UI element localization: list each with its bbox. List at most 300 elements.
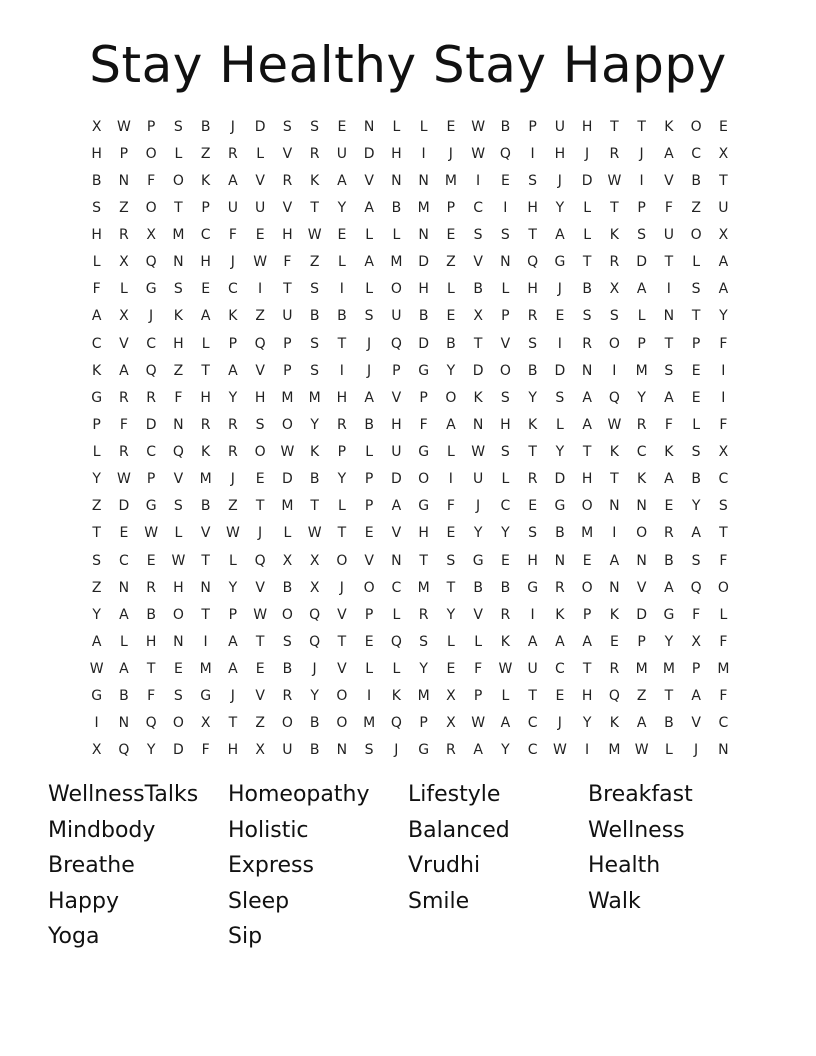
grid-letter: L (446, 281, 455, 298)
grid-letter: P (582, 606, 592, 623)
grid-letter: T (419, 552, 428, 569)
grid-letter: L (337, 254, 346, 271)
grid-letter: B (309, 742, 320, 759)
grid-letter: H (391, 416, 402, 433)
grid-letter: D (254, 118, 266, 135)
grid-letter: O (717, 579, 729, 596)
grid-letter: V (255, 688, 265, 705)
grid-letter: Q (309, 633, 321, 650)
grid-letter: B (200, 498, 211, 515)
grid-letter: I (339, 362, 344, 379)
grid-letter: O (690, 227, 702, 244)
grid-letter: Z (173, 362, 184, 379)
grid-letter: K (391, 688, 401, 705)
grid-letter: I (476, 172, 481, 189)
grid-letter: T (610, 199, 619, 216)
grid-letter: F (147, 688, 156, 705)
grid-letter: Y (337, 199, 347, 216)
grid-letter: K (609, 444, 619, 461)
grid-letter: M (635, 362, 648, 379)
grid-letter: S (637, 227, 647, 244)
grid-letter: F (719, 335, 728, 352)
grid-letter: R (609, 661, 620, 678)
grid-letter: N (118, 715, 130, 732)
grid-letter: Y (92, 471, 101, 488)
grid-letter: C (118, 552, 129, 569)
grid-letter: C (527, 742, 538, 759)
grid-letter: H (581, 471, 593, 488)
grid-letter: V (173, 471, 184, 488)
grid-letter: N (173, 633, 184, 650)
grid-letter: S (173, 688, 183, 705)
grid-letter: N (173, 416, 184, 433)
grid-letter: F (719, 416, 728, 433)
grid-letter: O (172, 715, 184, 732)
grid-letter: J (394, 742, 399, 759)
grid-letter: Y (637, 389, 646, 406)
grid-letter: N (336, 742, 348, 759)
grid-letter: S (609, 308, 619, 325)
grid-letter: A (664, 389, 674, 406)
grid-letter: E (255, 471, 265, 488)
grid-letter: K (310, 444, 320, 461)
grid-letter: T (310, 199, 319, 216)
grid-letter: U (391, 444, 402, 461)
grid-letter: D (363, 145, 375, 162)
grid-letter: A (555, 227, 565, 244)
grid-letter: W (280, 444, 295, 461)
grid-letter: B (309, 471, 320, 488)
grid-letter: K (173, 308, 183, 325)
grid-letter: S (419, 633, 429, 650)
grid-letter: N (663, 308, 675, 325)
grid-letter: N (500, 254, 511, 271)
grid-letter: V (473, 606, 483, 623)
grid-letter: E (446, 661, 456, 678)
grid-letter: E (528, 498, 538, 515)
grid-letter: U (473, 471, 484, 488)
grid-letter: E (173, 661, 183, 678)
grid-letter: R (228, 444, 238, 461)
grid-letter: F (174, 389, 183, 406)
grid-letter: J (367, 362, 372, 379)
word-list-item: Smile (408, 888, 470, 914)
grid-letter: T (582, 661, 592, 678)
grid-letter: Z (200, 145, 211, 162)
grid-letter: B (446, 335, 456, 352)
grid-letter: G (663, 606, 675, 623)
grid-letter: N (636, 498, 647, 515)
grid-letter: H (91, 227, 102, 244)
grid-letter: U (718, 199, 729, 216)
grid-letter: L (365, 227, 374, 244)
grid-letter: I (585, 742, 590, 759)
grid-letter: M (608, 742, 621, 759)
grid-letter: P (364, 606, 374, 623)
grid-letter: S (691, 281, 701, 298)
grid-letter: F (446, 498, 455, 515)
grid-letter: Q (172, 444, 184, 461)
grid-letter: X (309, 552, 320, 569)
grid-letter: J (230, 254, 235, 271)
grid-letter: G (418, 742, 430, 759)
grid-letter: G (418, 444, 430, 461)
grid-letter: O (172, 606, 184, 623)
grid-letter: I (639, 172, 644, 189)
grid-letter: E (446, 525, 456, 542)
grid-letter: H (554, 145, 566, 162)
grid-letter: Y (555, 444, 565, 461)
grid-letter: L (174, 525, 183, 542)
grid-letter: U (554, 118, 565, 135)
word-list-item: WellnessTalks (48, 782, 199, 807)
grid-letter: W (634, 742, 649, 759)
grid-letter: O (336, 688, 348, 705)
grid-letter: Y (419, 661, 428, 678)
grid-letter: A (555, 633, 565, 650)
grid-letter: M (199, 471, 212, 488)
grid-letter: G (200, 688, 212, 705)
grid-letter: X (91, 118, 102, 135)
grid-letter: A (364, 199, 374, 216)
grid-letter: W (144, 525, 159, 542)
grid-letter: R (228, 416, 238, 433)
grid-letter: M (308, 389, 321, 406)
grid-letter: M (635, 661, 648, 678)
grid-letter: D (581, 172, 593, 189)
grid-letter: P (637, 633, 646, 650)
grid-letter: C (718, 471, 729, 488)
grid-letter: C (527, 715, 538, 732)
grid-letter: Q (145, 362, 157, 379)
grid-letter: B (418, 308, 429, 325)
grid-letter: R (282, 172, 293, 189)
grid-letter: S (664, 362, 674, 379)
grid-letter: A (636, 281, 647, 298)
grid-letter: Y (446, 362, 456, 379)
grid-letter: V (282, 199, 293, 216)
grid-letter: F (474, 661, 483, 678)
grid-letter: R (446, 742, 456, 759)
grid-letter: L (637, 308, 646, 325)
grid-letter: V (337, 661, 347, 678)
grid-letter: R (609, 254, 620, 271)
grid-letter: A (691, 525, 701, 542)
grid-letter: J (149, 308, 154, 325)
grid-letter: Q (145, 254, 157, 271)
grid-letter: A (582, 416, 592, 433)
grid-letter: Q (390, 633, 402, 650)
grid-letter: T (174, 199, 183, 216)
grid-letter: X (119, 254, 129, 271)
grid-letter: P (337, 444, 347, 461)
grid-letter: P (501, 308, 510, 325)
grid-letter: R (228, 145, 238, 162)
grid-letter: V (282, 145, 293, 162)
grid-letter: S (173, 281, 183, 298)
grid-letter: L (119, 281, 128, 298)
grid-letter: K (201, 444, 211, 461)
grid-letter: J (230, 118, 235, 135)
grid-letter: L (474, 633, 483, 650)
grid-letter: V (119, 335, 129, 352)
grid-letter: R (609, 145, 620, 162)
grid-letter: N (418, 227, 429, 244)
page-title: Stay Healthy Stay Happy (89, 36, 727, 94)
grid-letter: I (203, 633, 208, 650)
grid-letter: X (119, 308, 129, 325)
grid-letter: S (473, 227, 483, 244)
grid-letter: G (527, 579, 539, 596)
grid-letter: U (663, 227, 674, 244)
grid-letter: J (557, 281, 562, 298)
grid-letter: W (471, 444, 486, 461)
grid-letter: I (721, 362, 726, 379)
grid-letter: E (446, 308, 456, 325)
grid-letter: I (94, 715, 99, 732)
grid-letter: S (500, 227, 510, 244)
grid-letter: A (119, 606, 129, 623)
grid-letter: M (390, 254, 403, 271)
grid-letter: T (337, 335, 347, 352)
grid-letter: X (718, 444, 729, 461)
grid-letter: X (718, 145, 729, 162)
grid-letter: M (172, 227, 185, 244)
grid-letter: I (367, 688, 372, 705)
grid-letter: C (636, 444, 647, 461)
grid-letter: H (145, 633, 157, 650)
grid-letter: E (201, 281, 211, 298)
grid-letter: H (527, 552, 538, 569)
grid-letter: B (309, 308, 320, 325)
grid-letter: K (310, 172, 320, 189)
grid-letter: X (255, 742, 265, 759)
grid-letter: H (227, 742, 239, 759)
grid-letter: M (199, 661, 212, 678)
grid-letter: V (473, 254, 483, 271)
grid-letter: X (146, 227, 156, 244)
grid-letter: W (471, 145, 486, 162)
grid-letter: V (255, 579, 265, 596)
grid-letter: H (336, 389, 348, 406)
grid-letter: A (364, 254, 374, 271)
grid-letter: T (310, 498, 319, 515)
grid-letter: E (691, 362, 701, 379)
grid-letter: B (91, 172, 102, 189)
grid-letter: Z (255, 715, 265, 732)
grid-letter: B (500, 579, 511, 596)
grid-letter: V (391, 525, 402, 542)
grid-letter: J (448, 145, 453, 162)
grid-letter: E (446, 227, 456, 244)
grid-letter: Y (555, 199, 565, 216)
grid-letter: K (664, 444, 674, 461)
grid-letter: P (691, 661, 701, 678)
grid-letter: F (228, 227, 237, 244)
word-list-item: Happy (48, 888, 119, 914)
grid-letter: B (364, 416, 374, 433)
grid-letter: T (664, 335, 674, 352)
grid-letter: A (582, 633, 592, 650)
grid-letter: B (664, 715, 674, 732)
grid-letter: V (500, 335, 511, 352)
grid-letter: O (254, 444, 266, 461)
grid-letter: T (92, 525, 101, 542)
grid-letter: N (581, 362, 593, 379)
grid-letter: W (116, 118, 131, 135)
grid-letter: U (391, 308, 402, 325)
grid-letter: A (91, 633, 102, 650)
grid-letter: N (472, 416, 484, 433)
word-list-item: Breakfast (588, 782, 693, 807)
grid-letter: C (473, 199, 484, 216)
grid-letter: P (528, 118, 537, 135)
grid-letter: W (307, 525, 322, 542)
grid-letter: B (119, 688, 129, 705)
grid-letter: O (336, 552, 348, 569)
grid-letter: J (230, 688, 235, 705)
grid-letter: D (554, 362, 566, 379)
grid-letter: O (281, 715, 293, 732)
grid-letter: M (281, 389, 294, 406)
grid-letter: S (446, 552, 456, 569)
grid-letter: A (664, 471, 674, 488)
grid-letter: C (391, 579, 402, 596)
grid-letter: J (585, 145, 590, 162)
grid-letter: Y (337, 471, 347, 488)
grid-letter: D (636, 606, 648, 623)
grid-letter: O (445, 389, 457, 406)
grid-letter: D (281, 471, 293, 488)
grid-letter: P (283, 362, 292, 379)
grid-letter: A (691, 688, 701, 705)
grid-letter: H (91, 145, 102, 162)
grid-letter: K (609, 606, 619, 623)
grid-letter: A (473, 742, 483, 759)
word-list-item: Breathe (48, 853, 135, 878)
grid-letter: N (173, 254, 184, 271)
grid-letter: B (527, 362, 538, 379)
grid-letter: X (200, 715, 211, 732)
grid-letter: E (500, 172, 510, 189)
grid-letter: O (581, 498, 593, 515)
grid-letter: T (337, 633, 347, 650)
grid-letter: T (446, 579, 456, 596)
grid-letter: S (310, 118, 320, 135)
grid-letter: L (501, 471, 510, 488)
grid-letter: T (582, 444, 592, 461)
grid-letter: M (662, 661, 675, 678)
grid-letter: O (145, 199, 157, 216)
grid-letter: S (528, 525, 538, 542)
grid-letter: F (692, 606, 701, 623)
grid-letter: E (255, 661, 265, 678)
grid-letter: V (664, 172, 674, 189)
grid-letter: T (637, 118, 646, 135)
grid-letter: P (146, 118, 156, 135)
grid-letter: W (471, 118, 486, 135)
grid-letter: L (501, 688, 510, 705)
grid-letter: Z (119, 199, 129, 216)
grid-letter: M (444, 172, 457, 189)
grid-letter: G (418, 498, 430, 515)
grid-letter: O (336, 715, 348, 732)
grid-letter: K (500, 633, 510, 650)
grid-letter: R (337, 416, 347, 433)
grid-letter: Z (255, 308, 265, 325)
grid-letter: A (337, 172, 347, 189)
grid-letter: E (555, 688, 565, 705)
grid-letter: S (500, 389, 510, 406)
grid-letter: R (146, 579, 156, 596)
grid-letter: A (364, 389, 374, 406)
grid-letter: L (446, 633, 455, 650)
grid-letter: Z (91, 579, 102, 596)
word-list-item: Health (588, 853, 661, 878)
grid-letter: Y (691, 498, 701, 515)
grid-letter: S (555, 389, 565, 406)
grid-letter: U (282, 308, 293, 325)
grid-letter: T (664, 254, 674, 271)
grid-letter: M (417, 579, 430, 596)
grid-letter: Q (499, 145, 511, 162)
grid-letter: N (418, 172, 429, 189)
grid-letter: T (255, 633, 265, 650)
grid-letter: G (145, 281, 157, 298)
grid-letter: U (282, 742, 293, 759)
grid-letter: A (228, 172, 238, 189)
grid-letter: A (718, 281, 729, 298)
grid-letter: T (201, 606, 210, 623)
grid-letter: N (118, 579, 130, 596)
grid-letter: L (119, 633, 128, 650)
grid-letter: V (337, 606, 347, 623)
grid-letter: O (363, 579, 375, 596)
grid-letter: R (200, 416, 211, 433)
grid-letter: W (171, 552, 186, 569)
grid-letter: Q (690, 579, 702, 596)
grid-letter: B (582, 281, 592, 298)
grid-letter: V (255, 172, 265, 189)
grid-letter: A (200, 308, 211, 325)
grid-letter: A (446, 416, 456, 433)
grid-letter: Q (608, 688, 620, 705)
grid-letter: L (392, 118, 401, 135)
grid-letter: I (503, 199, 508, 216)
grid-letter: Y (146, 742, 156, 759)
grid-letter: I (448, 471, 453, 488)
grid-letter: V (636, 579, 647, 596)
grid-letter: Q (309, 606, 321, 623)
grid-letter: J (339, 579, 344, 596)
grid-letter: A (91, 308, 102, 325)
grid-letter: K (201, 172, 211, 189)
grid-letter: V (364, 172, 374, 189)
grid-letter: E (146, 552, 156, 569)
grid-letter: Q (390, 715, 402, 732)
grid-letter: F (419, 416, 428, 433)
grid-letter: G (554, 498, 566, 515)
grid-letter: N (609, 498, 620, 515)
grid-letter: T (201, 362, 210, 379)
grid-letter: E (364, 525, 374, 542)
grid-letter: E (664, 498, 674, 515)
grid-letter: A (228, 362, 238, 379)
grid-letter: I (530, 145, 535, 162)
grid-letter: U (527, 661, 538, 678)
grid-letter: T (337, 525, 347, 542)
grid-letter: C (146, 444, 157, 461)
